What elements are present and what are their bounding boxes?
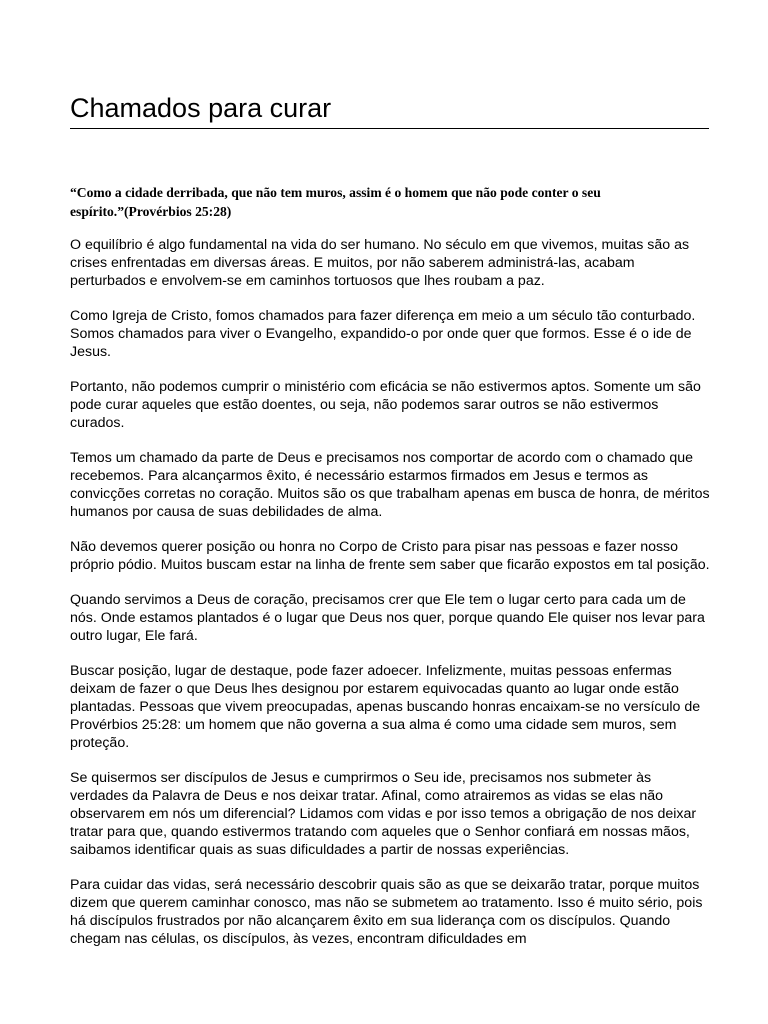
paragraph-6: Quando servimos a Deus de coração, precisamos crer que Ele tem o lugar certo para cada um de nós. Onde estamos plantados é o lugar que Deus nos quer, porque quando Ele quiser nos levar para outro lugar, Ele fará.: [70, 592, 705, 644]
paragraph-2: Como Igreja de Cristo, fomos chamados para fazer diferença em meio a um século tão conturbado. Somos chamados para viver o Evangelho, expandido-o por onde quer que formos. Esse é o ide de Jesus.: [70, 308, 696, 360]
paragraph-9: Para cuidar das vidas, será necessário descobrir quais são as que se deixarão tratar, porque muitos dizem que querem caminhar conosco, mas não se submetem ao tratamento. Isso é muito sério, pois há discípulos frustrados por não alcançarem êxito em sua liderança com os discípulos. Quando chegam nas células, os discípulos, às vezes, encontram dificuldades em: [70, 877, 703, 947]
paragraph-1: O equilíbrio é algo fundamental na vida do ser humano. No século em que vivemos, muitas são as crises enfrentadas em diversas áreas. E muitos, por não saberem administrá-las, acabam perturbados e envolvem-se em caminhos tortuosos que lhes roubam a paz.: [70, 237, 690, 289]
title-rule: [70, 128, 709, 129]
paragraph-7: Buscar posição, lugar de destaque, pode fazer adoecer. Infelizmente, muitas pessoas enfermas deixam de fazer o que Deus lhes designou por estarem equivocadas quanto ao lugar onde estão plantadas. Pessoas que vivem preocupadas, apenas buscando honras encaixam-se no versículo de Provérbios 25:28: um homem que não governa a sua alma é como uma cidade sem muros, sem proteção.: [70, 663, 701, 751]
paragraph-8: Se quisermos ser discípulos de Jesus e cumprirmos o Seu ide, precisamos nos submeter às verdades da Palavra de Deus e nos deixar tratar. Afinal, como atrairemos as vidas se elas não observarem em nós um diferencial? Lidamos com vidas e por isso temos a obrigação de nos deixar tratar para que, quando estivermos tratando com aqueles que o Senhor confiará em nossas mãos, saibamos identificar quais as suas dificuldades a partir de nossas experiências.: [70, 770, 697, 858]
epigraph-quote: “Como a cidade derribada, que não tem muros, assim é o homem que não pode conter o seu espírito.”(Provérbios 25:28): [70, 185, 601, 219]
body-text: [70, 236, 710, 965]
page-title: Chamados para curar: [70, 93, 332, 123]
paragraph-4: Temos um chamado da parte de Deus e precisamos nos comportar de acordo com o chamado que recebemos. Para alcançarmos êxito, é necessário estarmos firmados em Jesus e termos as convicções corretas no coração. Muitos são os que trabalham apenas em busca de honra, de méritos humanos por causa de suas debilidades de alma.: [70, 450, 710, 520]
paragraph-3: Portanto, não podemos cumprir o ministério com eficácia se não estivermos aptos. Somente um são pode curar aqueles que estão doentes, ou seja, não podemos sarar outros se não estivermos curados.: [70, 379, 701, 431]
paragraph-5: Não devemos querer posição ou honra no Corpo de Cristo para pisar nas pessoas e fazer nosso próprio pódio. Muitos buscam estar na linha de frente sem saber que ficarão expostos em tal posição.: [70, 539, 710, 573]
